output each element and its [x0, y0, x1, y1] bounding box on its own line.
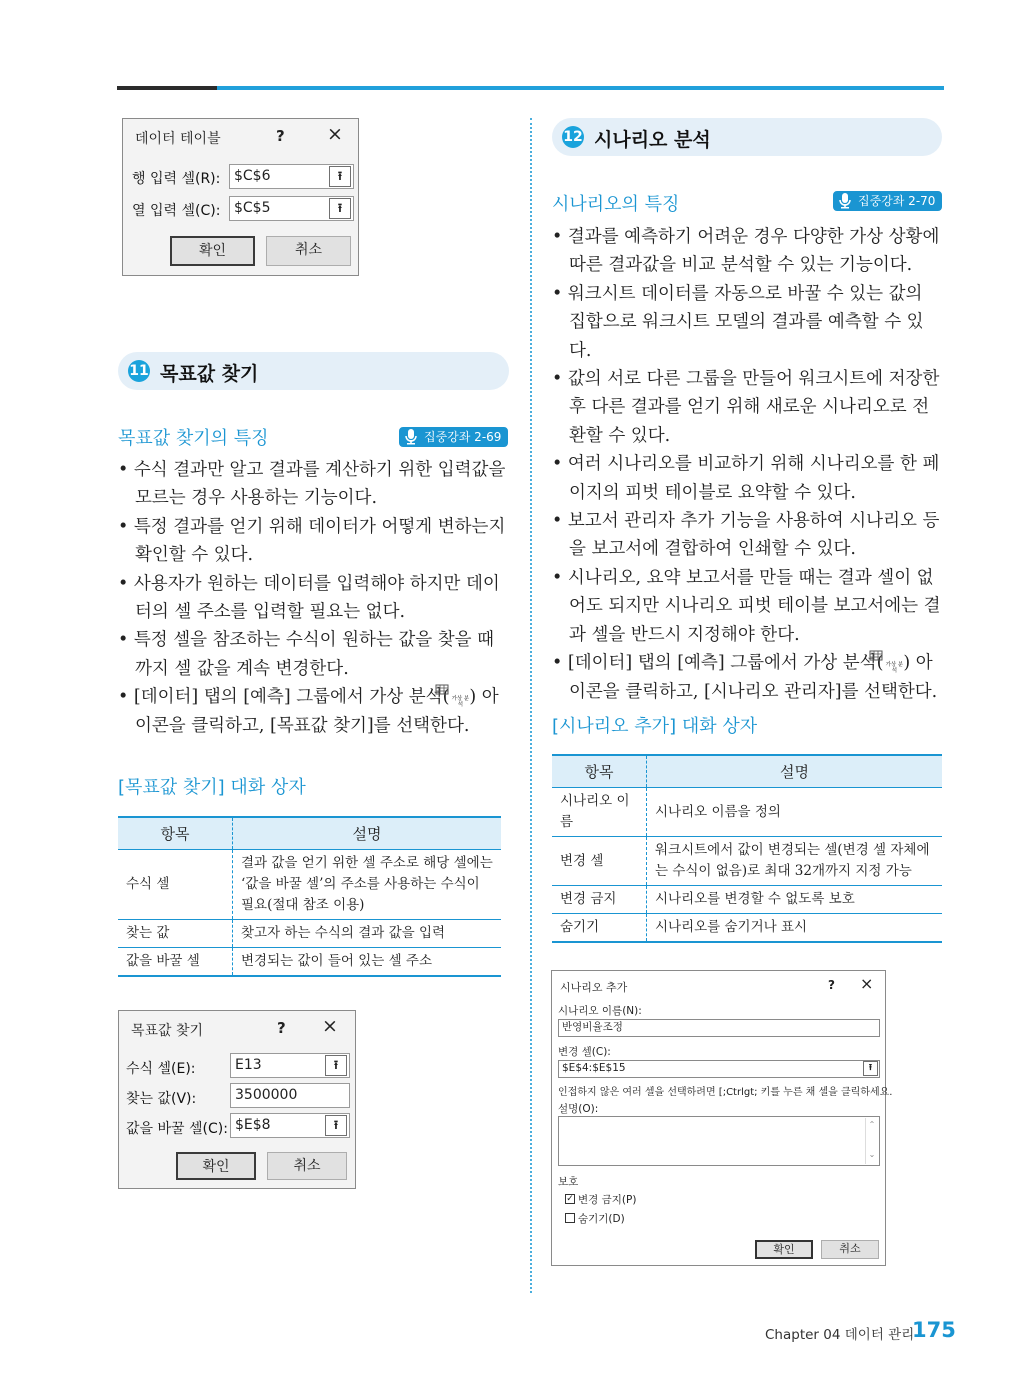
table-cell: 찾고자 하는 수식의 결과 값을 입력 [233, 920, 502, 948]
table-title: [시나리오 추가] 대화 상자 [552, 716, 758, 737]
cancel-button[interactable]: 취소 [267, 1152, 347, 1180]
dialog-title: 데이터 테이블 [135, 131, 221, 147]
collapse-icon[interactable]: ⭱ [329, 198, 351, 219]
bullet-item: • 수식 결과만 알고 결과를 계산하기 위한 입력값을 모르는 경우 사용하는 기능이다. [118, 460, 506, 509]
section-header-goal-seek [118, 352, 509, 390]
bullet-item [552, 649, 944, 706]
table-cell: 결과 값을 얻기 위한 셀 주소로 해당 셀에는 ‘값을 바꿀 셀’의 주소를 사용하는 수식이 필요(절대 참조 이용) [233, 850, 502, 920]
prevent-changes-checkbox[interactable]: ✓ [566, 1194, 574, 1204]
dialog-title: 시나리오 추가 [560, 981, 628, 994]
bullet-item: • 시나리오, 요약 보고서를 만들 때는 결과 셀이 없어도 되지만 시나리오 피벗 테이블 보고서에는 결과 셀을 반드시 지정해야 한다. [552, 567, 941, 645]
cancel-button[interactable]: 취소 [821, 1240, 879, 1259]
row-input-field[interactable]: $C$6 [229, 164, 354, 189]
goal-seek-bullets [118, 456, 510, 740]
scenario-add-dialog [551, 970, 893, 1266]
table-cell: 수식 셀 [118, 850, 233, 920]
bullet-item: • 결과를 예측하기 어려운 경우 다양한 가상 상황에 따른 결과값을 비교 분석할 수 있는 기능이다. [552, 227, 940, 276]
table-row [552, 914, 942, 943]
table-cell: 워크시트에서 값이 변경되는 셀(변경 셀 자체에는 수식이 없음)로 최대 32개까지 지정 가능 [647, 837, 943, 886]
collapse-icon[interactable]: ⭱ [325, 1115, 347, 1136]
scroll-down-icon[interactable]: ⌄ [868, 1150, 876, 1159]
subheading: 시나리오의 특징 [552, 194, 680, 215]
goal-seek-table [118, 816, 501, 977]
row-input-label: 행 입력 셀(R): [132, 171, 221, 187]
description-textarea[interactable] [558, 1116, 880, 1166]
section-title: 시나리오 분석 [594, 129, 711, 151]
table-cell: 값을 바꿀 셀 [118, 948, 233, 977]
table-cell: 변경 금지 [552, 886, 647, 914]
bullet-item: • 여러 시나리오를 비교하기 위해 시나리오를 한 페이지의 피벗 테이블로 요약할 수 있다. [552, 454, 940, 503]
column-header: 설명 [233, 817, 502, 850]
cancel-button[interactable]: 취소 [266, 236, 351, 266]
bullet-text: ) 아이콘을 클릭하고, [시나리오 관리자]를 선택한다. [569, 653, 938, 702]
bullet-item: • 사용자가 원하는 데이터를 입력해야 하지만 데이터의 셀 주소를 입력할 필요는 없다. [118, 573, 500, 623]
lecture-badge [833, 191, 942, 211]
section-header-scenario [552, 118, 942, 156]
column-header: 항목 [118, 817, 233, 850]
bullet-item [118, 683, 510, 740]
close-icon[interactable]: × [322, 1015, 338, 1037]
page-number: 175 [912, 1318, 956, 1342]
table-row [552, 788, 942, 837]
table-header-row [118, 817, 501, 850]
what-if-icon [449, 684, 469, 708]
what-if-icon [883, 650, 903, 674]
help-icon[interactable]: ? [276, 127, 285, 145]
table-cell: 시나리오 이름 [552, 788, 647, 837]
formula-cell-input[interactable]: E13 [230, 1053, 350, 1078]
column-divider [530, 118, 532, 1293]
changing-cells-label: 변경 셀(C): [558, 1046, 611, 1058]
protection-label: 보호 [558, 1176, 579, 1188]
goal-seek-dialog [118, 1010, 356, 1189]
data-table-dialog [122, 118, 359, 276]
table-row [552, 886, 942, 914]
col-input-label: 열 입력 셀(C): [132, 203, 221, 219]
formula-cell-label: 수식 셀(E): [126, 1061, 196, 1077]
bullet-item: • 특정 결과를 얻기 위해 데이터가 어떻게 변하는지 확인할 수 있다. [118, 516, 506, 566]
dialog-title: 목표값 찾기 [131, 1023, 204, 1039]
table-row [552, 837, 942, 886]
bullet-text: ) 아이콘을 클릭하고, [목표값 찾기]를 선택한다. [135, 687, 499, 736]
top-rule-blue [217, 86, 944, 90]
scenario-name-input[interactable]: 반영비율조정 [558, 1019, 880, 1037]
collapse-icon[interactable]: ⭱ [325, 1055, 347, 1076]
section-number: 11 [128, 360, 150, 382]
subheading: 목표값 찾기의 특징 [118, 428, 269, 449]
collapse-icon[interactable]: ⭱ [863, 1061, 878, 1076]
table-cell: 변경 셀 [552, 837, 647, 886]
target-value-label: 찾는 값(V): [126, 1091, 197, 1107]
close-icon[interactable]: × [327, 123, 343, 145]
table-cell: 시나리오 이름을 정의 [647, 788, 943, 837]
scrollbar[interactable] [865, 1118, 878, 1164]
bullet-text: • [데이터] 탭의 [예측] 그룹에서 가상 분석( [118, 687, 450, 708]
chapter-label: Chapter 04 데이터 관리 [765, 1327, 915, 1343]
scenario-table [552, 754, 942, 943]
changing-cell-label: 값을 바꿀 셀(C): [126, 1121, 228, 1137]
table-cell: 시나리오를 변경할 수 없도록 보호 [647, 886, 943, 914]
bullet-item: • 값의 서로 다른 그룹을 만들어 워크시트에 저장한 후 다른 결과를 얻기 위해 새로운 시나리오로 전환할 수 있다. [552, 369, 940, 446]
collapse-icon[interactable]: ⭱ [329, 166, 351, 187]
top-rule-dark [117, 86, 217, 90]
microphone-icon [404, 429, 418, 445]
badge-label: 집중강좌 2-70 [858, 194, 936, 208]
bullet-text: • [데이터] 탭의 [예측] 그룹에서 가상 분석( [552, 653, 884, 674]
table-cell: 숨기기 [552, 914, 647, 943]
table-cell: 찾는 값 [118, 920, 233, 948]
table-row [118, 948, 501, 977]
changing-cells-input[interactable]: $E$4:$E$15 [558, 1060, 880, 1078]
badge-label: 집중강좌 2-69 [424, 430, 502, 444]
table-row [118, 850, 501, 920]
target-value-input[interactable]: 3500000 [230, 1083, 350, 1108]
ok-button[interactable]: 확인 [755, 1240, 813, 1259]
column-header: 설명 [647, 755, 943, 788]
bullet-item: • 워크시트 데이터를 자동으로 바꿀 수 있는 값의 집합으로 워크시트 모델의 결과를 예측할 수 있다. [552, 283, 924, 361]
help-icon[interactable]: ? [277, 1019, 286, 1037]
bullet-item: • 특정 셀을 참조하는 수식이 원하는 값을 찾을 때까지 셀 값을 계속 변경한다. [118, 630, 495, 679]
ok-button[interactable]: 확인 [170, 236, 255, 266]
scenario-bullets [552, 223, 944, 706]
scenario-name-label: 시나리오 이름(N): [558, 1005, 642, 1017]
icon-caption: 가상 분석 [451, 696, 470, 709]
close-icon[interactable]: × [860, 974, 874, 993]
lecture-badge [399, 427, 508, 447]
help-icon[interactable]: ? [828, 978, 835, 992]
scroll-up-icon[interactable]: ⌃ [868, 1120, 876, 1129]
column-header: 항목 [552, 755, 647, 788]
hide-label: 숨기기(D) [578, 1213, 625, 1225]
prevent-changes-label: 변경 금지(P) [578, 1194, 637, 1206]
changing-cell-input[interactable]: $E$8 [230, 1113, 350, 1138]
table-title: [목표값 찾기] 대화 상자 [118, 777, 306, 798]
bullet-item: • 보고서 관리자 추가 기능을 사용하여 시나리오 등을 보고서에 결합하여 인쇄할 수 있다. [552, 511, 940, 560]
table-cell: 변경되는 값이 들어 있는 셀 주소 [233, 948, 502, 977]
section-number: 12 [562, 126, 584, 148]
microphone-icon [838, 193, 852, 209]
description-label: 설명(O): [558, 1103, 599, 1115]
hide-checkbox[interactable] [565, 1213, 575, 1223]
col-input-field[interactable]: $C$5 [229, 196, 354, 221]
table-row [118, 920, 501, 948]
ok-button[interactable]: 확인 [176, 1152, 256, 1180]
hint-text: 인접하지 않은 여러 셀을 선택하려면 [;Ctrlgt; 키를 누른 채 셀을 클릭하세요. [558, 1087, 893, 1098]
table-cell: 시나리오를 숨기거나 표시 [647, 914, 943, 943]
section-title: 목표값 찾기 [160, 363, 259, 385]
table-header-row [552, 755, 942, 788]
icon-caption: 가상 분석 [885, 662, 904, 675]
